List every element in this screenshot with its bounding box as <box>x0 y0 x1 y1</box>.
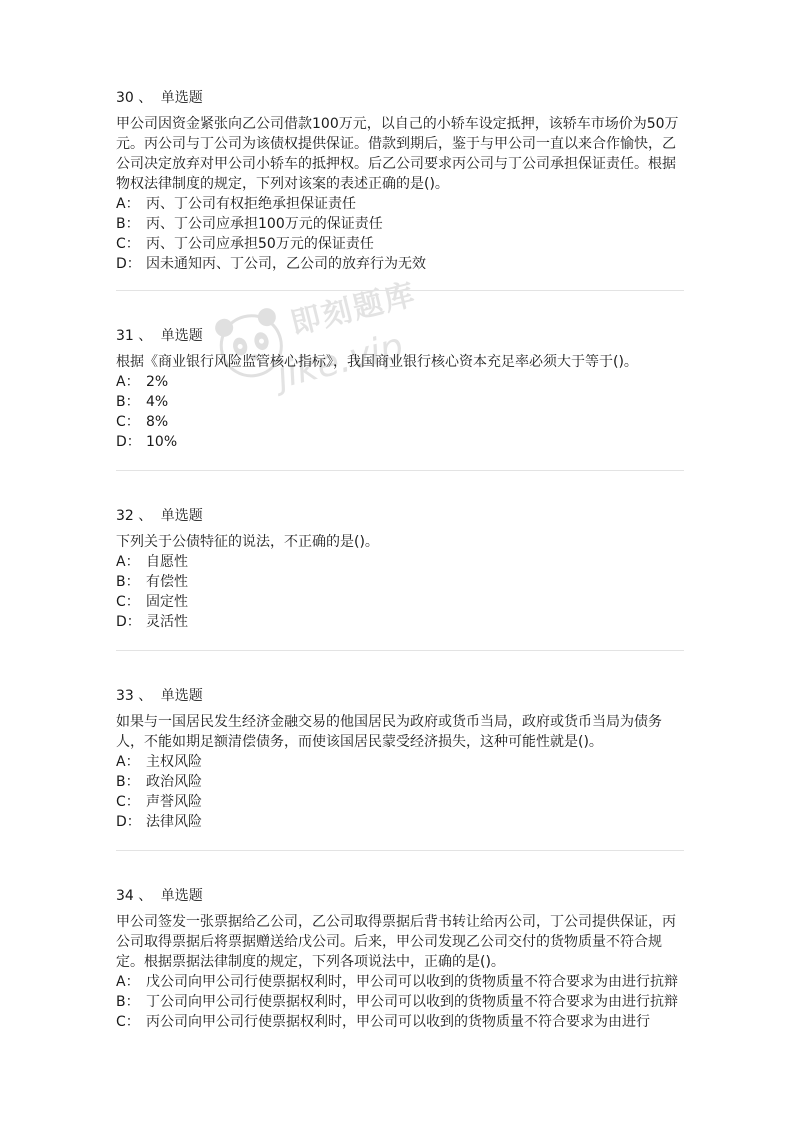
option-letter: A： <box>116 374 140 390</box>
option-text: 戊公司向甲公司行使票据权利时，甲公司可以收到的货物质量不符合要求为由进行抗辩 <box>146 974 678 990</box>
option-letter: A： <box>116 974 140 990</box>
divider <box>116 290 684 291</box>
option-letter: D： <box>116 814 141 830</box>
option-text: 丙、丁公司应承担100万元的保证责任 <box>146 216 383 232</box>
option-a <box>116 752 688 772</box>
option-a <box>116 194 688 214</box>
option-text: 丙、丁公司应承担50万元的保证责任 <box>146 236 374 252</box>
option-b <box>116 392 688 412</box>
option-b <box>116 214 688 234</box>
question-stem: 甲公司签发一张票据给乙公司，乙公司取得票据后背书转让给丙公司，丁公司提供保证，丙公司取得票据后将票据赠送给戊公司。后来，甲公司发现乙公司交付的货物质量不符合规定。根据票据法律制度的规定，下列各项说法中，正确的是()。 <box>116 914 676 970</box>
question-header <box>116 886 688 906</box>
question-stem: 下列关于公债特征的说法，不正确的是()。 <box>116 534 379 550</box>
option-c <box>116 792 688 812</box>
option-text: 声誉风险 <box>146 794 202 810</box>
option-text: 10% <box>146 434 178 450</box>
option-c <box>116 592 688 612</box>
option-a <box>116 372 688 392</box>
question-number: 32 、 <box>116 508 153 524</box>
question-header <box>116 686 688 706</box>
option-text: 因未通知丙、丁公司，乙公司的放弃行为无效 <box>146 256 426 272</box>
option-a <box>116 972 688 992</box>
divider <box>116 850 684 851</box>
question-number: 30 、 <box>116 90 153 106</box>
divider <box>116 470 684 471</box>
question-type: 单选题 <box>160 688 203 704</box>
question-stem: 根据《商业银行风险监管核心指标》，我国商业银行核心资本充足率必须大于等于()。 <box>116 354 638 370</box>
question-stem: 甲公司因资金紧张向乙公司借款100万元，以自己的小轿车设定抵押，该轿车市场价为50万元。丙公司与丁公司为该债权提供保证。借款到期后，鉴于与甲公司一直以来合作愉快，乙公司决定放弃对甲公司小轿车的抵押权。后乙公司要求丙公司与丁公司承担保证责任。根据物权法律制度的规定，下列对该案的表述正确的是()。 <box>116 116 679 192</box>
option-b <box>116 772 688 792</box>
option-text: 4% <box>146 394 169 410</box>
question-header <box>116 88 688 108</box>
option-letter: B： <box>116 394 140 410</box>
question-header <box>116 506 688 526</box>
option-letter: D： <box>116 434 141 450</box>
option-text: 法律风险 <box>146 814 202 830</box>
option-text: 固定性 <box>146 594 188 610</box>
watermark-brand: 即刻题库 <box>287 276 420 342</box>
option-letter: D： <box>116 614 141 630</box>
question-type: 单选题 <box>160 508 203 524</box>
question-number: 31 、 <box>116 328 153 344</box>
option-text: 主权风险 <box>146 754 202 770</box>
option-text: 政治风险 <box>146 774 202 790</box>
question-number: 33 、 <box>116 688 153 704</box>
option-text: 8% <box>146 414 169 430</box>
option-d <box>116 432 688 452</box>
option-letter: B： <box>116 994 140 1010</box>
question-header <box>116 326 688 346</box>
option-letter: A： <box>116 196 140 212</box>
option-text: 丁公司向甲公司行使票据权利时，甲公司可以收到的货物质量不符合要求为由进行抗辩 <box>146 994 678 1010</box>
option-text: 丙公司向甲公司行使票据权利时，甲公司可以收到的货物质量不符合要求为由进行 <box>146 1014 650 1030</box>
option-text: 灵活性 <box>146 614 188 630</box>
option-letter: C： <box>116 414 140 430</box>
question-31 <box>116 326 688 452</box>
watermark-site: jike.vip <box>272 325 408 397</box>
question-type: 单选题 <box>160 90 203 106</box>
option-letter: C： <box>116 236 140 252</box>
question-32 <box>116 506 688 632</box>
option-letter: C： <box>116 594 140 610</box>
question-type: 单选题 <box>160 328 203 344</box>
question-34 <box>116 886 688 1032</box>
option-a <box>116 552 688 572</box>
option-letter: B： <box>116 216 140 232</box>
question-33 <box>116 686 688 832</box>
option-d <box>116 812 688 832</box>
option-b <box>116 992 688 1012</box>
option-d <box>116 612 688 632</box>
option-text: 自愿性 <box>146 554 188 570</box>
option-letter: C： <box>116 794 140 810</box>
option-text: 丙、丁公司有权拒绝承担保证责任 <box>146 196 356 212</box>
option-letter: B： <box>116 774 140 790</box>
option-d <box>116 254 688 274</box>
option-b <box>116 572 688 592</box>
divider <box>116 650 684 651</box>
option-text: 2% <box>146 374 169 390</box>
option-letter: D： <box>116 256 141 272</box>
option-letter: A： <box>116 754 140 770</box>
question-type: 单选题 <box>160 888 203 904</box>
option-letter: A： <box>116 554 140 570</box>
option-c <box>116 1012 688 1032</box>
option-c <box>116 412 688 432</box>
option-letter: B： <box>116 574 140 590</box>
question-number: 34 、 <box>116 888 153 904</box>
question-stem: 如果与一国居民发生经济金融交易的他国居民为政府或货币当局，政府或货币当局为债务人，不能如期足额清偿债务，而使该国居民蒙受经济损失，这种可能性就是()。 <box>116 714 662 750</box>
question-30 <box>116 88 688 274</box>
option-letter: C： <box>116 1014 140 1030</box>
option-c <box>116 234 688 254</box>
option-text: 有偿性 <box>146 574 188 590</box>
